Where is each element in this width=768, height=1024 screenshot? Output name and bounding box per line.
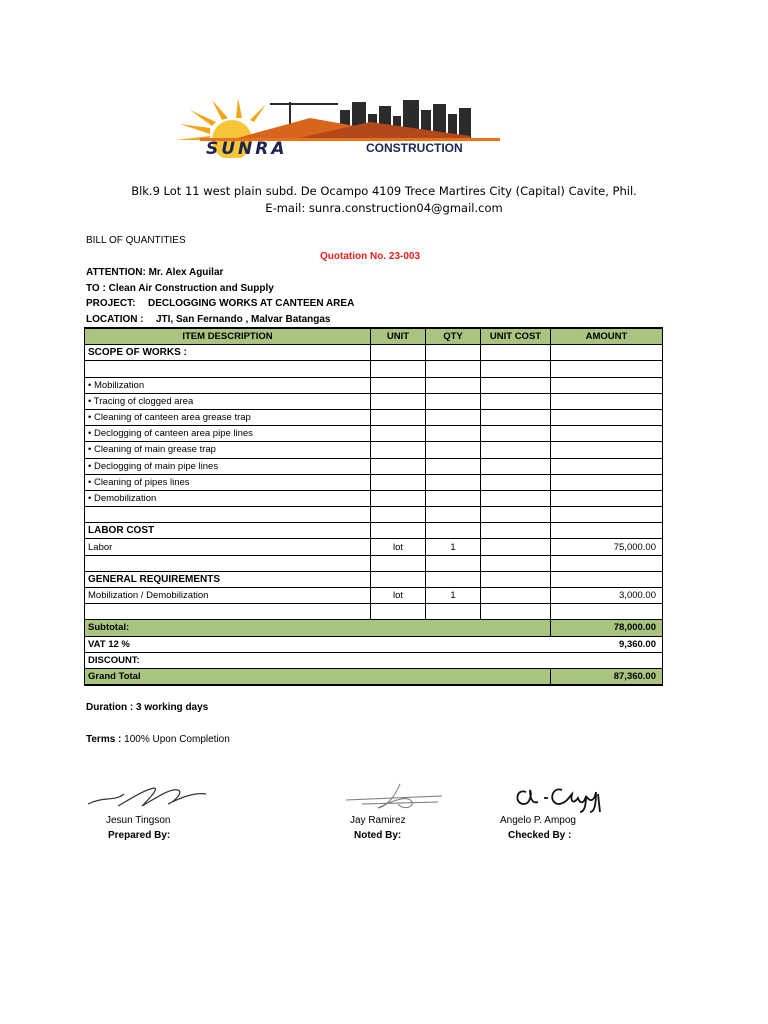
- signatory-role-3: Checked By :: [508, 830, 572, 841]
- item-amount: [551, 409, 663, 425]
- company-address: Blk.9 Lot 11 west plain subd. De Ocampo 4109 Trece Martires City (Capital) Cavite, Phil.: [131, 184, 637, 198]
- signature-tingson: [84, 784, 214, 812]
- discount-label: DISCOUNT:: [85, 652, 551, 668]
- vat-label: VAT 12 %: [85, 636, 551, 652]
- location-value: JTI, San Fernando , Malvar Batangas: [156, 314, 331, 325]
- grand-total-row: [85, 668, 663, 685]
- table-row: [85, 588, 663, 604]
- header-unit: UNIT: [371, 328, 426, 345]
- table-row: [85, 507, 663, 523]
- item-unit-cost: [481, 458, 551, 474]
- bill-of-quantities-table: [84, 327, 663, 686]
- discount-value: [551, 652, 663, 668]
- item-amount: [551, 507, 663, 523]
- item-description: [85, 507, 371, 523]
- sunra-logo-graphic: [170, 96, 530, 158]
- item-amount: [551, 523, 663, 539]
- vat-value: 9,360.00: [551, 636, 663, 652]
- item-description: Labor: [85, 539, 371, 555]
- table-row: [85, 426, 663, 442]
- signature-ampog: [512, 782, 604, 814]
- duration-line: Duration : 3 working days: [86, 702, 209, 713]
- item-unit-cost: [481, 588, 551, 604]
- project-value: DECLOGGING WORKS AT CANTEEN AREA: [148, 298, 355, 309]
- item-amount: [551, 345, 663, 361]
- item-unit: lot: [371, 539, 426, 555]
- item-amount: [551, 604, 663, 620]
- item-qty: [426, 409, 481, 425]
- item-unit: [371, 442, 426, 458]
- item-description: [85, 555, 371, 571]
- table-row: [85, 442, 663, 458]
- terms-label: Terms :: [86, 734, 122, 745]
- discount-row: [85, 652, 663, 668]
- table-row: [85, 539, 663, 555]
- item-amount: [551, 377, 663, 393]
- item-amount: [551, 555, 663, 571]
- item-description: Mobilization / Demobilization: [85, 588, 371, 604]
- item-unit-cost: [481, 523, 551, 539]
- item-unit-cost: [481, 426, 551, 442]
- table-row: [85, 523, 663, 539]
- item-unit: [371, 474, 426, 490]
- item-unit-cost: [481, 555, 551, 571]
- item-unit-cost: [481, 377, 551, 393]
- item-qty: [426, 442, 481, 458]
- item-unit: [371, 361, 426, 377]
- item-unit: [371, 377, 426, 393]
- item-unit-cost: [481, 507, 551, 523]
- item-description: • Tracing of clogged area: [85, 393, 371, 409]
- signatory-name-2: Jay Ramirez: [350, 815, 406, 826]
- item-unit-cost: [481, 361, 551, 377]
- item-amount: 75,000.00: [551, 539, 663, 555]
- item-unit-cost: [481, 345, 551, 361]
- item-qty: [426, 490, 481, 506]
- item-amount: [551, 361, 663, 377]
- item-description: GENERAL REQUIREMENTS: [85, 571, 371, 587]
- item-unit: [371, 393, 426, 409]
- signatory-name-1: Jesun Tingson: [106, 815, 171, 826]
- item-amount: [551, 474, 663, 490]
- item-unit-cost: [481, 474, 551, 490]
- item-description: • Cleaning of pipes lines: [85, 474, 371, 490]
- signatory-role-1: Prepared By:: [108, 830, 171, 841]
- terms-value: 100% Upon Completion: [124, 734, 230, 745]
- header-amount: AMOUNT: [551, 328, 663, 345]
- item-amount: [551, 442, 663, 458]
- terms-line: [86, 734, 230, 745]
- item-unit-cost: [481, 490, 551, 506]
- item-qty: [426, 604, 481, 620]
- vat-row: [85, 636, 663, 652]
- location-label: LOCATION :: [86, 314, 144, 325]
- item-qty: 1: [426, 539, 481, 555]
- subtotal-label: Subtotal:: [85, 620, 551, 636]
- item-unit: lot: [371, 588, 426, 604]
- logo-word: SUNRA: [206, 139, 288, 158]
- item-qty: [426, 571, 481, 587]
- item-amount: [551, 458, 663, 474]
- header-unit-cost: UNIT COST: [481, 328, 551, 345]
- header-qty: QTY: [426, 328, 481, 345]
- signatory-name-3: Angelo P. Ampog: [500, 815, 576, 826]
- item-qty: 1: [426, 588, 481, 604]
- item-unit: [371, 458, 426, 474]
- table-row: [85, 490, 663, 506]
- item-unit: [371, 555, 426, 571]
- item-unit-cost: [481, 393, 551, 409]
- project-label: PROJECT:: [86, 298, 136, 309]
- item-description: • Declogging of main pipe lines: [85, 458, 371, 474]
- logo-tagline: CONSTRUCTION: [366, 141, 463, 155]
- item-unit-cost: [481, 571, 551, 587]
- item-amount: [551, 393, 663, 409]
- item-unit: [371, 426, 426, 442]
- item-qty: [426, 555, 481, 571]
- table-row: [85, 604, 663, 620]
- item-amount: 3,000.00: [551, 588, 663, 604]
- item-description: • Declogging of canteen area pipe lines: [85, 426, 371, 442]
- table-row: [85, 377, 663, 393]
- item-qty: [426, 361, 481, 377]
- table-row: [85, 555, 663, 571]
- table-row: [85, 474, 663, 490]
- item-description: • Cleaning of canteen area grease trap: [85, 409, 371, 425]
- attention-line: ATTENTION: Mr. Alex Aguilar: [86, 267, 224, 278]
- document-title: BILL OF QUANTITIES: [86, 235, 186, 246]
- signatory-role-2: Noted By:: [354, 830, 402, 841]
- recipient-line: TO : Clean Air Construction and Supply: [86, 283, 274, 294]
- item-amount: [551, 571, 663, 587]
- item-unit: [371, 507, 426, 523]
- item-unit: [371, 571, 426, 587]
- table-row: [85, 361, 663, 377]
- signature-ramirez: [342, 780, 452, 812]
- item-amount: [551, 490, 663, 506]
- header-item-description: ITEM DESCRIPTION: [85, 328, 371, 345]
- subtotal-row: [85, 620, 663, 636]
- item-unit: [371, 345, 426, 361]
- item-unit: [371, 523, 426, 539]
- table-row: [85, 409, 663, 425]
- item-description: • Mobilization: [85, 377, 371, 393]
- item-unit-cost: [481, 604, 551, 620]
- quotation-number: Quotation No. 23-003: [320, 251, 421, 262]
- item-description: [85, 604, 371, 620]
- table-row: [85, 345, 663, 361]
- item-amount: [551, 426, 663, 442]
- table-row: [85, 571, 663, 587]
- subtotal-value: 78,000.00: [551, 620, 663, 636]
- item-qty: [426, 345, 481, 361]
- table-row: [85, 458, 663, 474]
- grand-total-label: Grand Total: [85, 668, 551, 685]
- grand-total-value: 87,360.00: [551, 668, 663, 685]
- item-qty: [426, 458, 481, 474]
- item-unit: [371, 409, 426, 425]
- item-qty: [426, 377, 481, 393]
- item-description: SCOPE OF WORKS :: [85, 345, 371, 361]
- item-description: • Cleaning of main grease trap: [85, 442, 371, 458]
- item-qty: [426, 426, 481, 442]
- item-description: [85, 361, 371, 377]
- item-description: • Demobilization: [85, 490, 371, 506]
- item-qty: [426, 523, 481, 539]
- table-row: [85, 393, 663, 409]
- item-unit-cost: [481, 442, 551, 458]
- item-qty: [426, 393, 481, 409]
- item-unit: [371, 490, 426, 506]
- item-qty: [426, 474, 481, 490]
- item-qty: [426, 507, 481, 523]
- table-header-row: [85, 328, 663, 345]
- item-description: LABOR COST: [85, 523, 371, 539]
- item-unit-cost: [481, 539, 551, 555]
- item-unit-cost: [481, 409, 551, 425]
- company-email: E-mail: sunra.construction04@gmail.com: [265, 201, 503, 215]
- item-unit: [371, 604, 426, 620]
- company-logo: [170, 96, 530, 158]
